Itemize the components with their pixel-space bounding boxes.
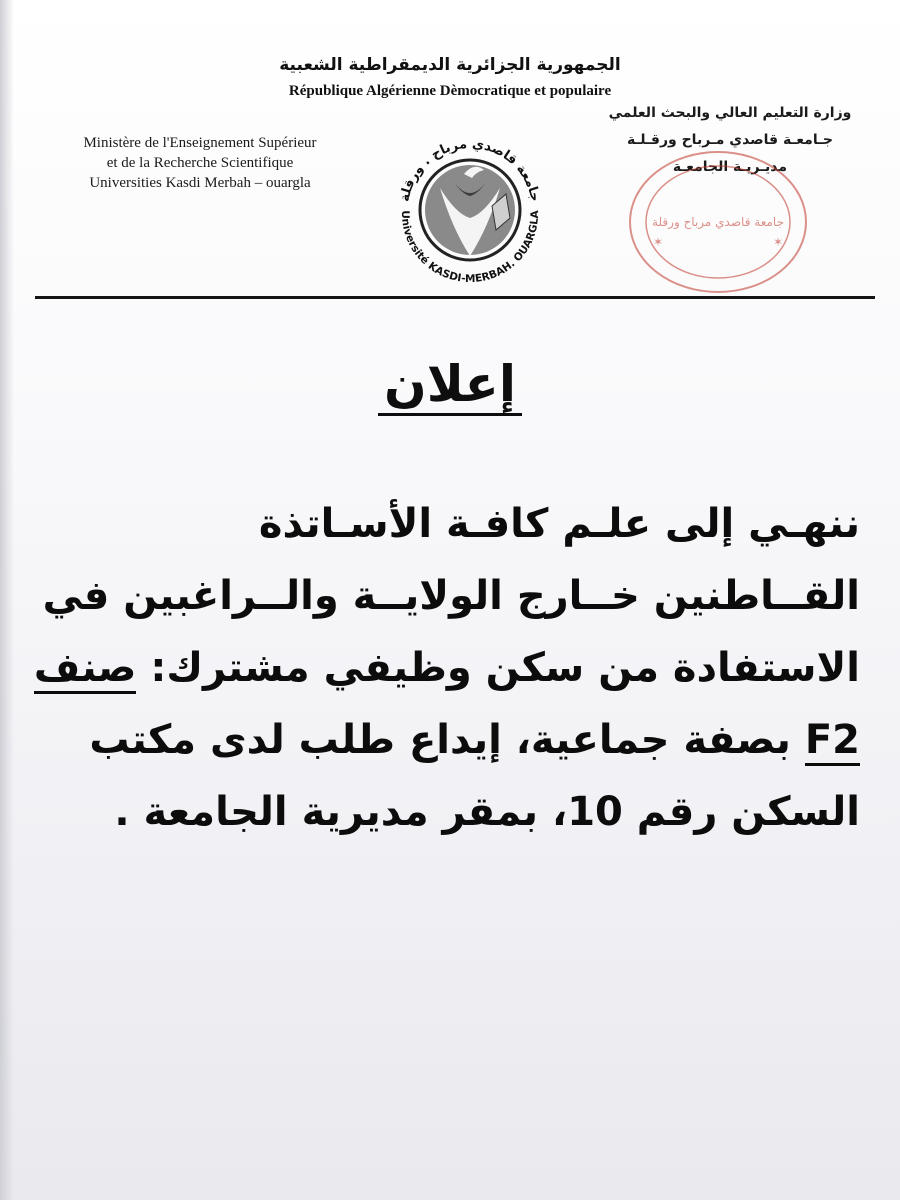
announcement-line-5: السكن رقم 10، بمقر مديرية الجامعة . xyxy=(114,789,860,835)
ministry-line-fr-3: Universities Kasdi Merbah – ouargla xyxy=(89,175,311,191)
ministry-line-fr-2: et de la Recherche Scientifique xyxy=(106,155,294,171)
announcement-title xyxy=(300,348,600,420)
republic-name-arabic: الجمهورية الجزائرية الديمقراطية الشعبية xyxy=(279,55,621,75)
logo-arabic-ring-text: جامعة قاصدي مرباح . ورقلة xyxy=(397,136,543,203)
announcement-line-3-text: الاستفادة من سكن وظيفي مشترك: xyxy=(136,645,860,691)
ministry-line-ar-1: وزارة التعليم العالي والبحث العلمي xyxy=(608,105,852,121)
ministry-block-french xyxy=(50,133,350,193)
housing-category-label: صنف xyxy=(34,645,137,694)
ministry-line-ar-3: مديـريـة الجامعـة xyxy=(672,159,788,175)
ministry-line-ar-2: جـامعـة قاصدي مـرباح ورقـلـة xyxy=(627,132,833,148)
announcement-line-1: ننهـي إلى علـم كافـة الأسـاتذة xyxy=(258,501,860,547)
ministry-line-fr-1: Ministère de l'Enseignement Supérieur xyxy=(83,135,317,151)
page-edge-shadow xyxy=(0,0,14,1200)
announcement-body xyxy=(33,488,860,848)
housing-type-f2: F2 xyxy=(805,717,860,766)
stamp-star-right: ✶ xyxy=(772,235,784,249)
header-divider xyxy=(35,296,875,299)
announcement-line-2: القــاطنين خــارج الولايــة والــراغبين في xyxy=(42,573,860,619)
university-logo xyxy=(380,118,560,288)
announcement-line-4 xyxy=(40,704,860,776)
announcement-line-4-text: بصفة جماعية، إيداع طلب لدى مكتب xyxy=(89,717,805,763)
announcement-line-3 xyxy=(33,632,860,704)
logo-french-ring-text: Université KASDI-MERBAH. OUARGLA xyxy=(398,210,542,286)
stamp-text: جامعة قاصدي مرباح ورقلة xyxy=(652,215,784,229)
official-stamp xyxy=(618,140,818,300)
stamp-star-left: ✶ xyxy=(652,235,664,249)
republic-name-french: République Algérienne Dèmocratique et populaire xyxy=(288,83,612,99)
announcement-title-text: إعلان xyxy=(378,355,522,416)
